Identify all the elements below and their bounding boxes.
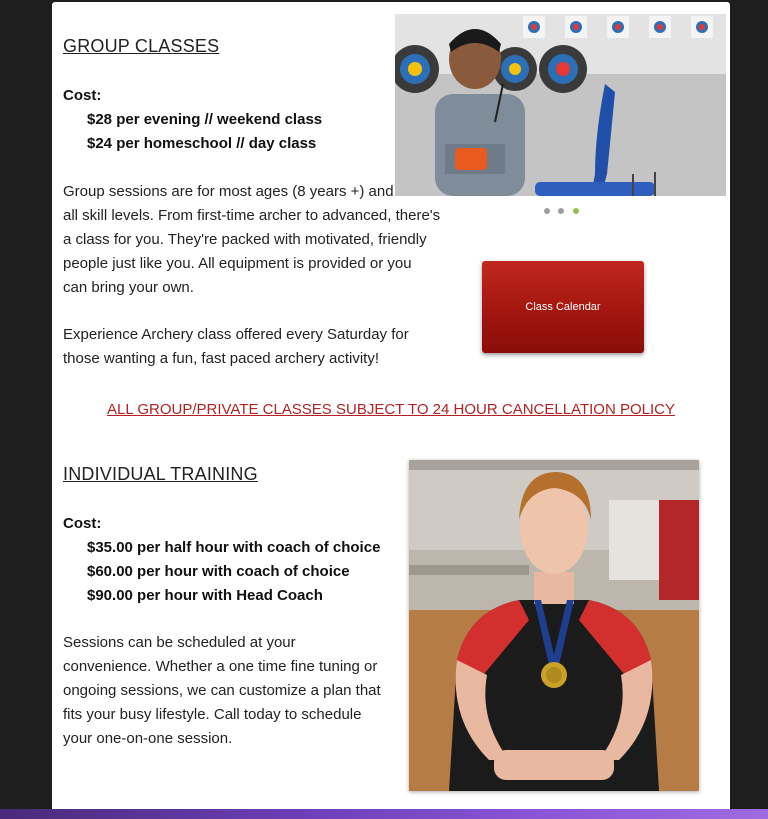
carousel-dots bbox=[544, 201, 584, 211]
individual-price: $90.00 per hour with Head Coach bbox=[87, 587, 323, 604]
group-cost-label: Cost: bbox=[63, 87, 102, 104]
coach-illustration bbox=[409, 460, 699, 791]
text-line: people just like you. All equipment is provided or you bbox=[63, 255, 412, 272]
carousel-photo-kid-archer[interactable] bbox=[395, 14, 726, 196]
content-page bbox=[52, 2, 730, 809]
text-line: ongoing sessions, we can customize a plan that bbox=[63, 682, 381, 699]
text-line: convenience. Whether a one time fine tuning or bbox=[63, 658, 378, 675]
text-line: your one-on-one session. bbox=[63, 730, 233, 747]
text-line: those wanting a fun, fast paced archery activity! bbox=[63, 350, 380, 367]
group-classes-heading: GROUP CLASSES bbox=[63, 36, 220, 56]
group-price: $28 per evening // weekend class bbox=[87, 111, 323, 128]
individual-description bbox=[63, 631, 393, 751]
cancellation-policy-link[interactable]: ALL GROUP/PRIVATE CLASSES SUBJECT TO 24 HOUR CANCELLATION POLICY bbox=[107, 401, 675, 418]
individual-cost-label: Cost: bbox=[63, 515, 102, 532]
carousel-dot-active[interactable] bbox=[573, 208, 579, 214]
group-price: $24 per homeschool // day class bbox=[87, 135, 317, 152]
text-line: fits your busy lifestyle. Call today to schedule bbox=[63, 706, 362, 723]
bottom-accent-bar bbox=[0, 809, 768, 819]
text-line: Sessions can be scheduled at your bbox=[63, 634, 296, 651]
individual-price: $60.00 per hour with coach of choice bbox=[87, 563, 350, 580]
text-line: a class for you. They're packed with motivated, friendly bbox=[63, 231, 427, 248]
coach-photo bbox=[409, 460, 699, 791]
text-line: Experience Archery class offered every Saturday for bbox=[63, 326, 409, 343]
group-description bbox=[63, 180, 443, 300]
class-calendar-button[interactable]: Class Calendar bbox=[482, 261, 644, 353]
text-line: can bring your own. bbox=[63, 279, 194, 296]
text-line: all skill levels. From first-time archer to advanced, there's bbox=[63, 207, 441, 224]
experience-archery-text bbox=[63, 323, 443, 371]
carousel-dot[interactable] bbox=[544, 208, 550, 214]
individual-training-heading: INDIVIDUAL TRAINING bbox=[63, 464, 258, 484]
archer-kid-illustration bbox=[395, 14, 726, 196]
carousel-dot[interactable] bbox=[558, 208, 564, 214]
individual-price: $35.00 per half hour with coach of choice bbox=[87, 539, 381, 556]
text-line: Group sessions are for most ages (8 years +) and bbox=[63, 183, 394, 200]
